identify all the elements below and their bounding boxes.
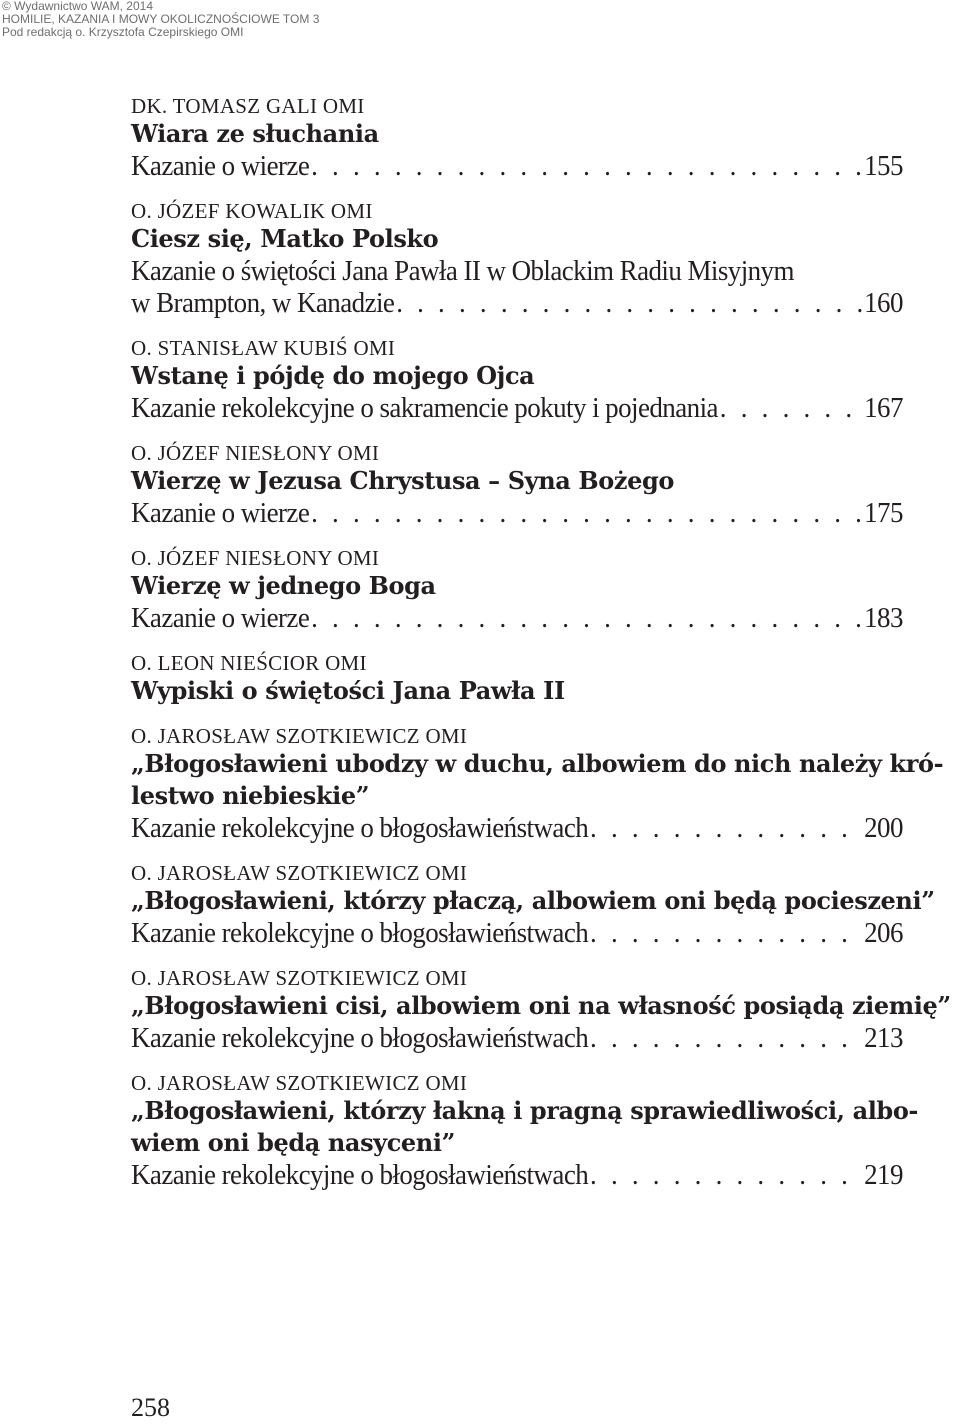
entry-subtitle-text: Kazanie rekolekcyjne o błogosławieństwach: [131, 917, 589, 949]
toc-entry: [131, 1071, 960, 1191]
entry-subtitle-line: [131, 287, 903, 319]
entry-author: O. JAROSŁAW SZOTKIEWICZ OMI: [131, 724, 468, 748]
entry-title-continued: wiem oni będą nasyceni”: [131, 1128, 455, 1157]
entry-subtitle-line: [131, 1022, 903, 1054]
entry-subtitle-text: Kazanie o wierze: [131, 602, 310, 634]
entry-page-number: 160: [864, 287, 903, 319]
entry-author: O. LEON NIEŚCIOR OMI: [131, 651, 367, 675]
entry-page-number: 167: [864, 392, 903, 424]
entry-author: O. JÓZEF NIESŁONY OMI: [131, 441, 380, 465]
editor-line: Pod redakcją o. Krzysztofa Czepirskiego OMI: [2, 25, 244, 39]
book-title-line: HOMILIE, KAZANIA I MOWY OKOLICZNOŚCIOWE TOM 3: [2, 12, 320, 26]
entry-subtitle-line: [131, 1159, 903, 1191]
dot-leader: [311, 497, 862, 529]
entry-title: „Błogosławieni, którzy płaczą, albowiem oni będą pocieszeni”: [131, 886, 935, 915]
entry-subtitle-line: [131, 392, 903, 424]
toc-entry: [131, 94, 960, 182]
entry-subtitle-text: w Brampton, w Kanadzie: [131, 287, 395, 319]
entry-subtitle-line: [131, 602, 903, 634]
entry-title: Ciesz się, Matko Polsko: [131, 224, 439, 253]
entry-author: O. STANISŁAW KUBIŚ OMI: [131, 336, 396, 360]
entry-page-number: 175: [864, 497, 903, 529]
dot-leader: [590, 812, 862, 844]
dot-leader: [396, 287, 862, 319]
copyright-line: © Wydawnictwo WAM, 2014: [2, 0, 154, 13]
toc-entry: [131, 441, 960, 529]
entry-title: „Błogosławieni cisi, albowiem oni na własność posiądą ziemię”: [131, 991, 951, 1020]
entry-subtitle-line: [131, 150, 903, 182]
page-number: 258: [131, 1393, 170, 1422]
entry-title: Wierzę w Jezusa Chrystusa – Syna Bożego: [131, 466, 674, 495]
entry-subtitle-line: [131, 497, 903, 529]
entry-subtitle-line: [131, 812, 903, 844]
entry-subtitle-text: Kazanie rekolekcyjne o błogosławieństwach: [131, 1022, 589, 1054]
entry-author: O. JAROSŁAW SZOTKIEWICZ OMI: [131, 1071, 468, 1095]
dot-leader: [590, 1022, 862, 1054]
toc-entry: [131, 861, 960, 949]
entry-title-continued: lestwo niebieskie”: [131, 781, 370, 810]
entry-title: Wierzę w jednego Boga: [131, 571, 436, 600]
entry-title: „Błogosławieni ubodzy w duchu, albowiem do nich należy kró-: [131, 749, 944, 778]
entry-subtitle-text: Kazanie rekolekcyjne o błogosławieństwach: [131, 1159, 589, 1191]
dot-leader: [590, 917, 862, 949]
toc-entry: [131, 966, 960, 1054]
entry-title: Wstanę i pójdę do mojego Ojca: [131, 361, 535, 390]
entry-page-number: 213: [864, 1022, 903, 1054]
entry-author: O. JÓZEF NIESŁONY OMI: [131, 546, 380, 570]
entry-subtitle-text: Kazanie o wierze: [131, 150, 310, 182]
toc-entry: [131, 336, 960, 424]
toc-entry: [131, 724, 960, 844]
entry-page-number: 183: [864, 602, 903, 634]
publisher-header: [2, 0, 319, 39]
entry-page-number: 219: [864, 1159, 903, 1191]
entry-author: O. JAROSŁAW SZOTKIEWICZ OMI: [131, 966, 468, 990]
entry-page-number: 200: [864, 812, 903, 844]
toc-entry: [131, 546, 960, 634]
toc-entry: [131, 199, 960, 319]
dot-leader: [590, 1159, 862, 1191]
entry-title: Wiara ze słuchania: [131, 119, 379, 148]
dot-leader: [311, 150, 862, 182]
entry-subtitle-text: Kazanie rekolekcyjne o błogosławieństwach: [131, 812, 589, 844]
entry-title: Wypiski o świętości Jana Pawła II: [131, 676, 565, 705]
entry-subtitle-text: Kazanie o wierze: [131, 497, 310, 529]
entry-page-number: 155: [864, 150, 903, 182]
table-of-contents: [131, 94, 960, 1208]
entry-author: O. JÓZEF KOWALIK OMI: [131, 199, 373, 223]
entry-author: O. JAROSŁAW SZOTKIEWICZ OMI: [131, 861, 468, 885]
entry-subtitle-text: Kazanie rekolekcyjne o sakramencie pokuty i pojednania: [131, 392, 718, 424]
entry-subtitle-line: [131, 917, 903, 949]
entry-page-number: 206: [864, 917, 903, 949]
dot-leader: [311, 602, 862, 634]
dot-leader: [720, 392, 862, 424]
entry-subtitle: Kazanie o świętości Jana Pawła II w Oblackim Radiu Misyjnym: [131, 255, 794, 287]
entry-author: DK. TOMASZ GALI OMI: [131, 94, 365, 118]
toc-entry: [131, 651, 960, 707]
entry-title: „Błogosławieni, którzy łakną i pragną sprawiedliwości, albo-: [131, 1096, 918, 1125]
